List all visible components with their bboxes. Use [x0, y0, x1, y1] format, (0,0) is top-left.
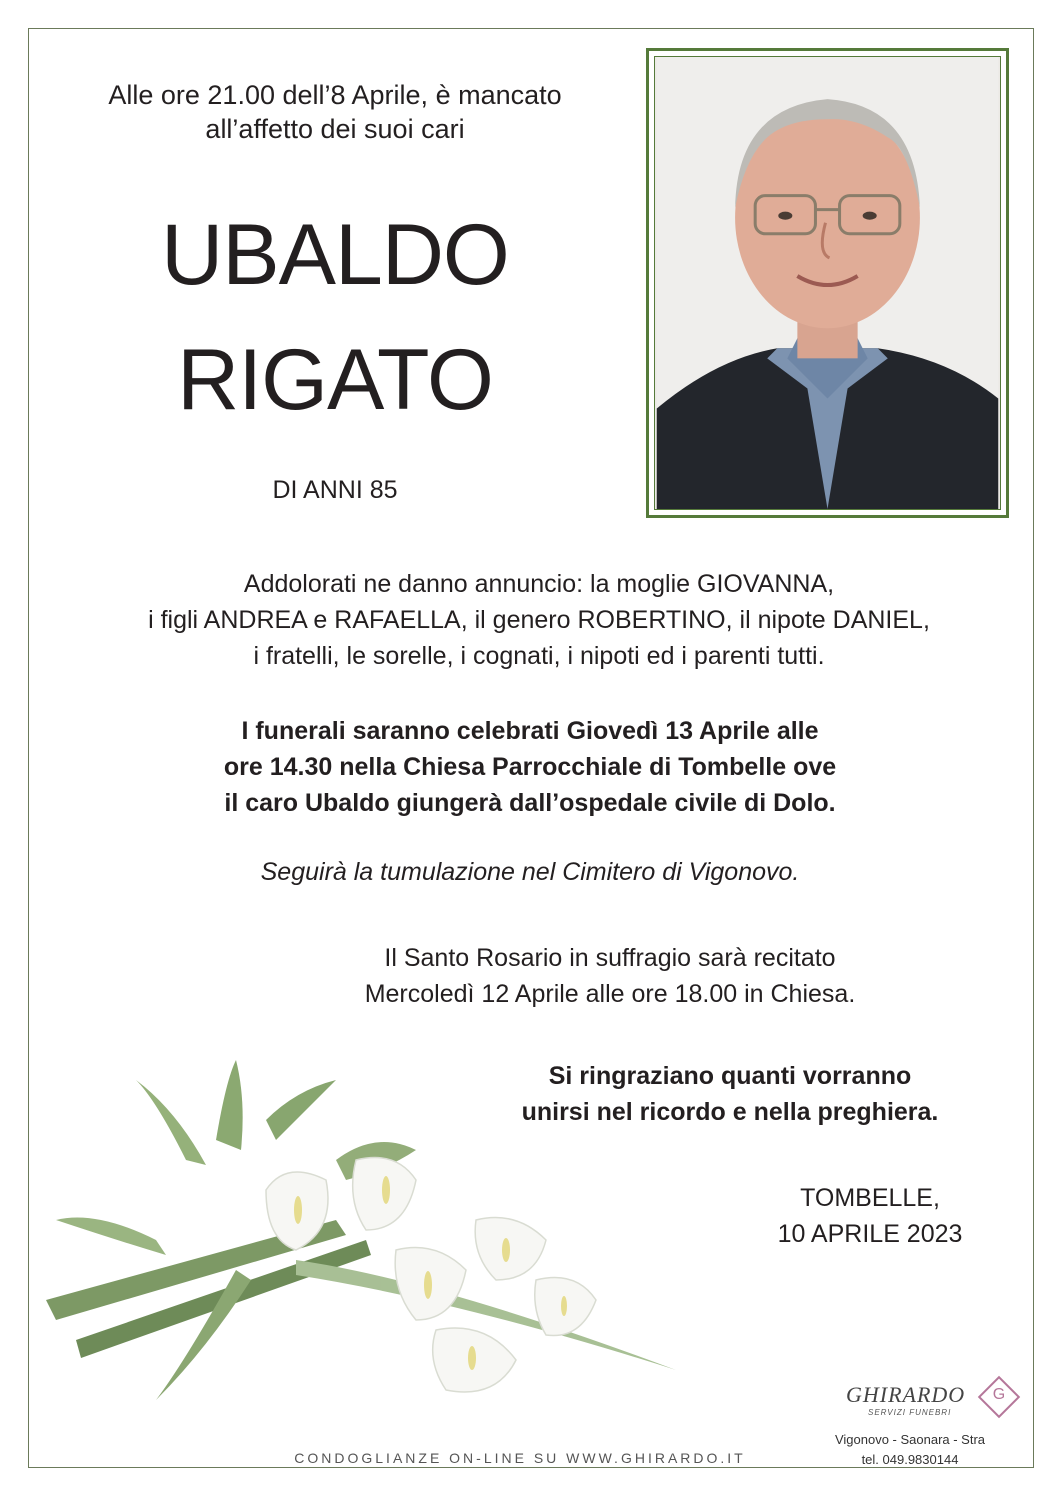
- intro-text: [40, 78, 630, 146]
- deceased-last-name: RIGATO: [177, 332, 493, 428]
- funeral-home-logo: [836, 1378, 1026, 1420]
- intro-line-2: all’affetto dei suoi cari: [205, 114, 465, 144]
- place-and-date: [760, 1180, 980, 1252]
- rosary-details: [290, 940, 930, 1012]
- portrait-illustration: [655, 57, 1000, 509]
- rosary-line-2: Mercoledì 12 Aprile alle ore 18.00 in Chiesa.: [364, 980, 856, 1008]
- company-subtitle: SERVIZI FUNEBRI: [868, 1408, 952, 1417]
- company-name: GHIRARDO: [846, 1382, 966, 1407]
- company-phone: tel. 049.9830144: [861, 1452, 959, 1467]
- logo-letter: G: [992, 1386, 1006, 1403]
- family-announcement: [60, 566, 1018, 674]
- family-line-1: Addolorati ne danno annuncio: la moglie GIOVANNA,: [243, 570, 835, 598]
- portrait-frame: [646, 48, 1009, 518]
- place-name: TOMBELLE,: [800, 1184, 940, 1212]
- family-line-2: i figli ANDREA e RAFAELLA, il genero ROBERTINO, il nipote DANIEL,: [148, 606, 930, 634]
- thanks-message: [460, 1058, 1000, 1130]
- company-branches: Vigonovo - Saonara - Stra: [834, 1432, 986, 1447]
- condolences-footer: CONDOGLIANZE ON-LINE SU WWW.GHIRARDO.IT: [294, 1450, 746, 1466]
- funeral-line-1: I funerali saranno celebrati Giovedì 13 Aprile alle: [241, 717, 819, 745]
- thanks-line-2: unirsi nel ricordo e nella preghiera.: [521, 1098, 939, 1126]
- burial-details: Seguirà la tumulazione nel Cimitero di Vigonovo.: [260, 858, 800, 886]
- intro-line-1: Alle ore 21.00 dell’8 Aprile, è mancato: [108, 80, 562, 110]
- deceased-age: DI ANNI 85: [272, 476, 398, 504]
- funeral-details: [80, 713, 980, 821]
- funeral-line-3: il caro Ubaldo giungerà dall’ospedale civile di Dolo.: [224, 789, 836, 817]
- deceased-first-name: UBALDO: [161, 207, 509, 303]
- portrait-photo: [654, 56, 1001, 510]
- thanks-line-1: Si ringraziano quanti vorranno: [548, 1062, 912, 1090]
- notice-date: 10 APRILE 2023: [777, 1220, 963, 1248]
- family-line-3: i fratelli, le sorelle, i cognati, i nipoti ed i parenti tutti.: [253, 642, 825, 670]
- funeral-line-2: ore 14.30 nella Chiesa Parrocchiale di Tombelle ove: [223, 753, 837, 781]
- rosary-line-1: Il Santo Rosario in suffragio sarà recitato: [384, 944, 836, 972]
